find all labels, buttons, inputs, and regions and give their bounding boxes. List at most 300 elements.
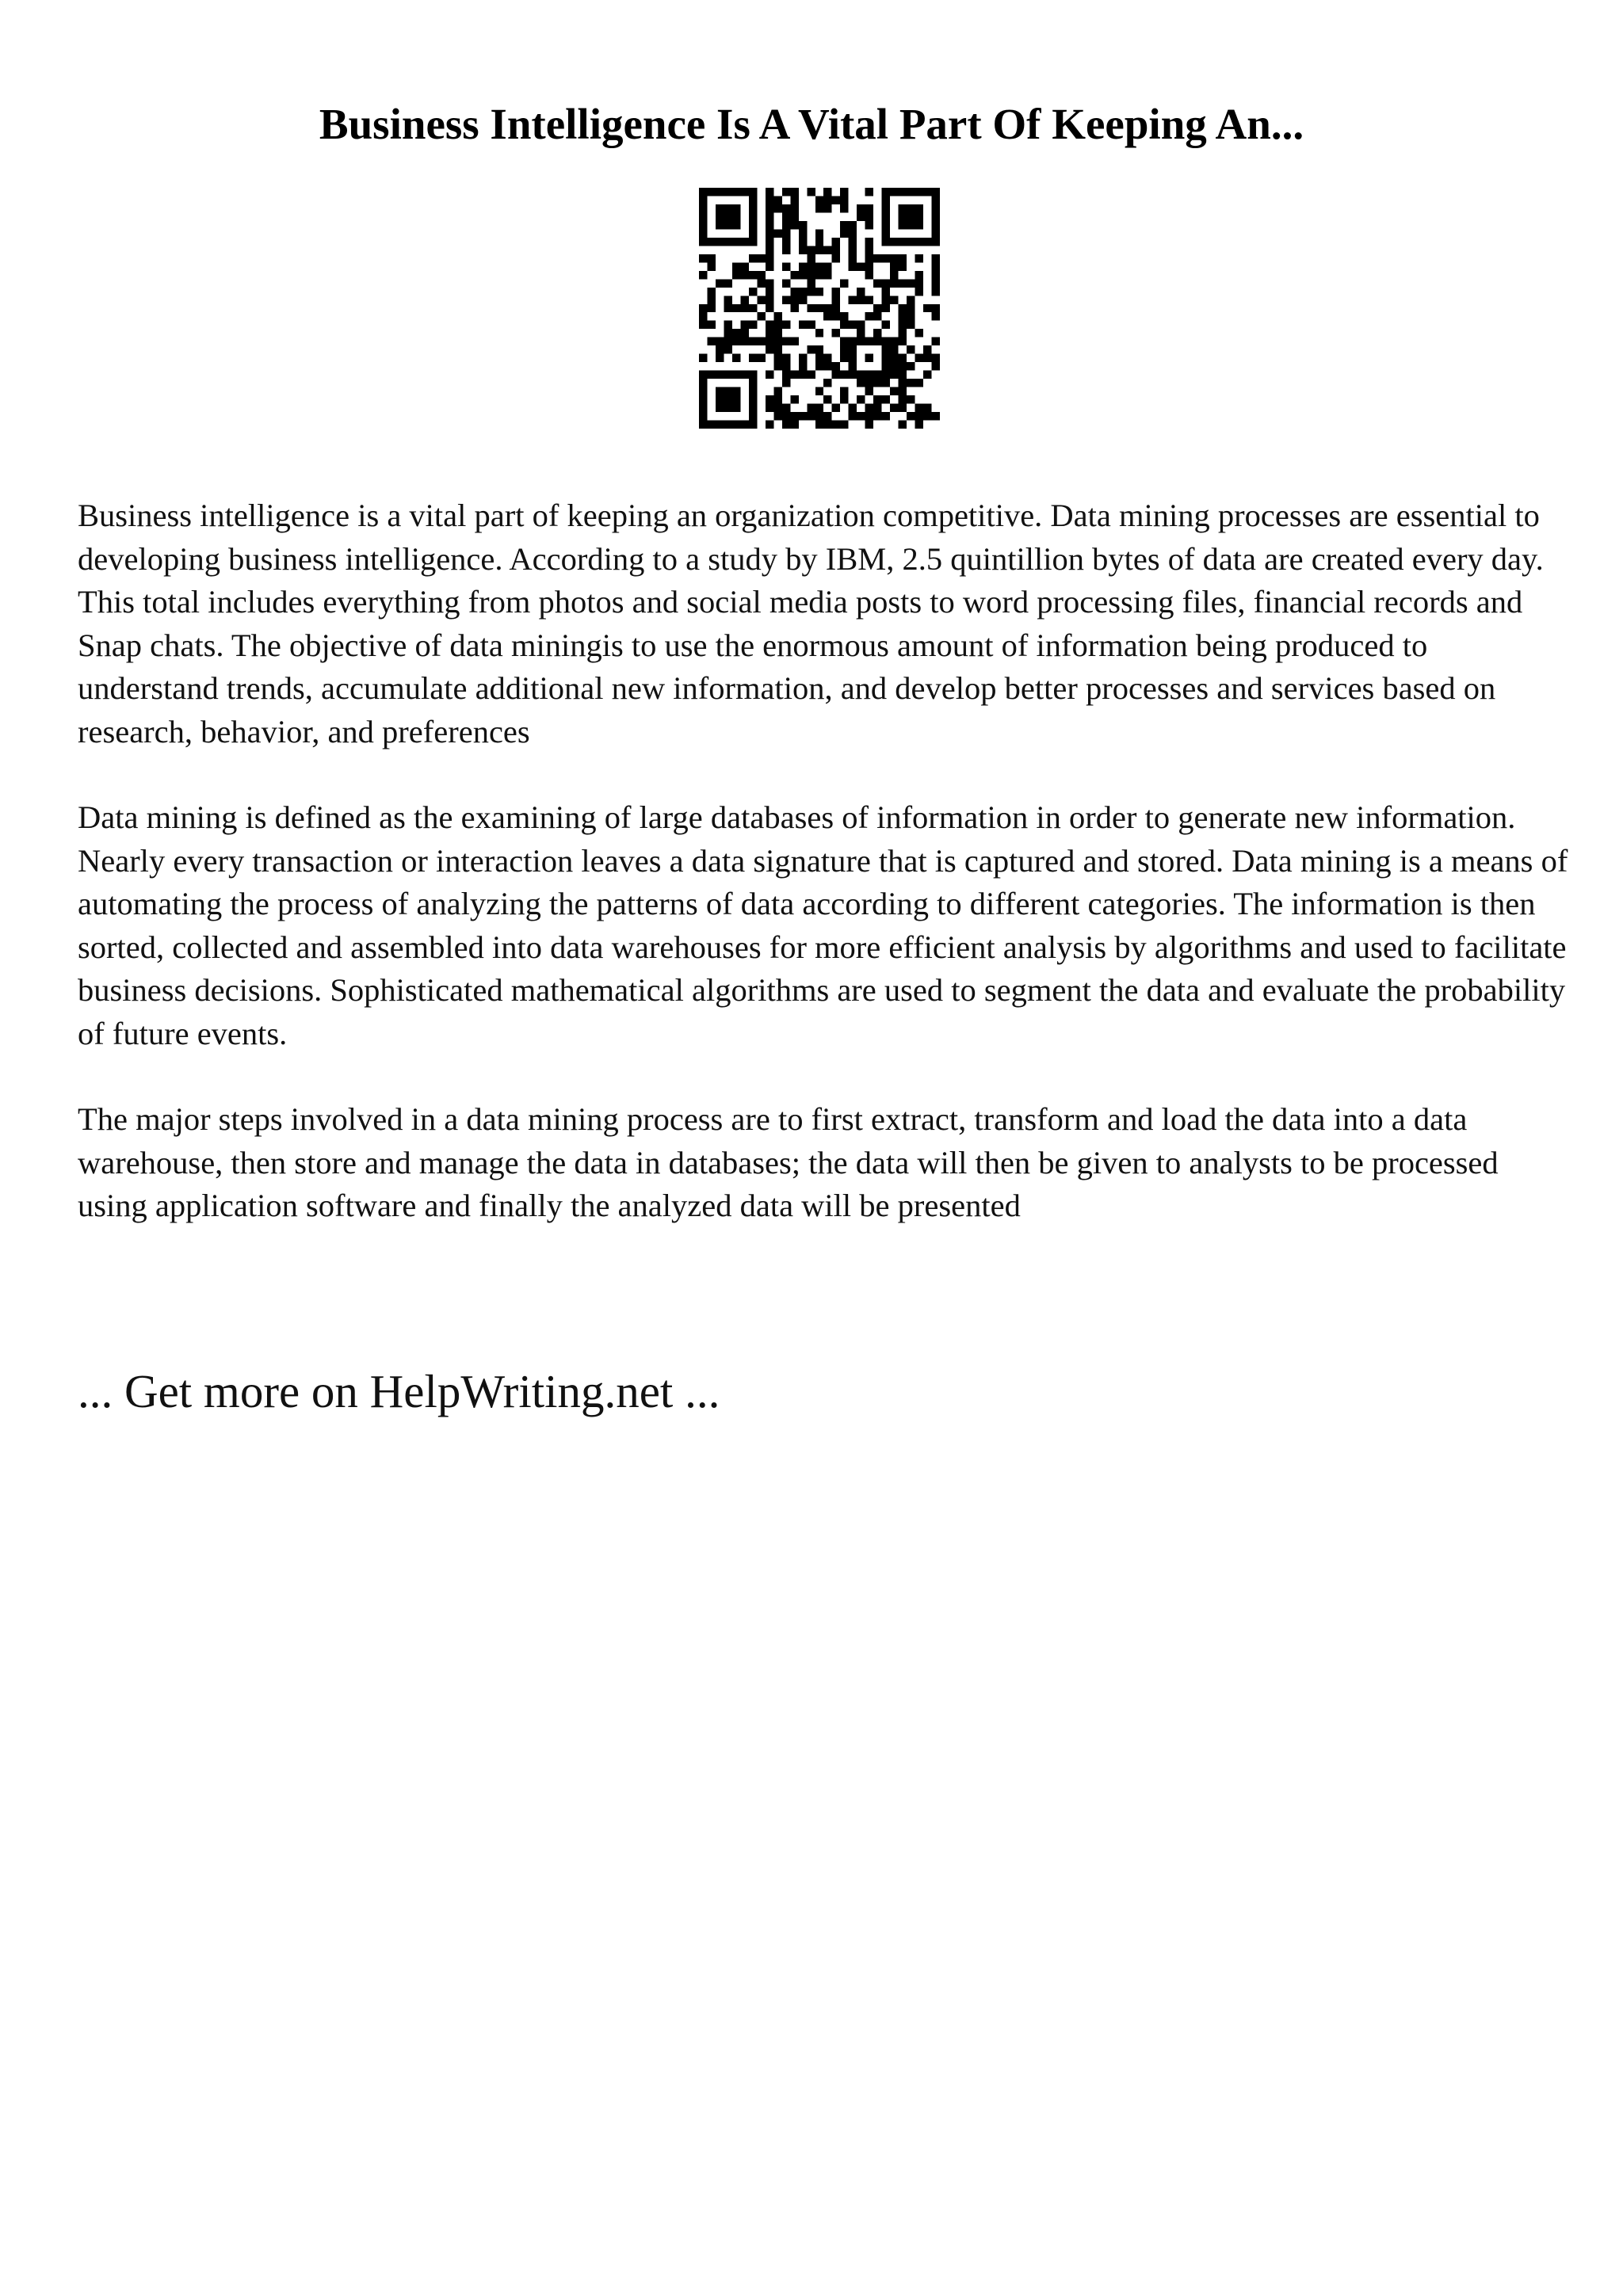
- qr-module: [932, 196, 940, 204]
- qr-module: [757, 312, 765, 320]
- qr-module: [890, 271, 898, 279]
- qr-module: [815, 246, 823, 254]
- qr-module: [882, 354, 890, 362]
- qr-module: [807, 345, 815, 353]
- qr-module: [882, 345, 890, 353]
- qr-module: [823, 312, 831, 320]
- qr-module: [790, 288, 798, 296]
- qr-module: [749, 321, 757, 329]
- qr-module: [865, 204, 873, 212]
- qr-module: [749, 238, 757, 246]
- qr-module: [732, 204, 740, 212]
- qr-module: [740, 188, 748, 196]
- qr-module: [749, 387, 757, 395]
- qr-module: [815, 354, 823, 362]
- qr-module: [716, 404, 724, 412]
- qr-module: [707, 188, 715, 196]
- qr-module: [932, 338, 940, 345]
- qr-module: [882, 221, 890, 229]
- qr-module: [915, 404, 923, 412]
- qr-module: [890, 362, 898, 370]
- qr-module: [766, 321, 773, 329]
- qr-module: [740, 296, 748, 303]
- qr-module: [699, 412, 707, 420]
- qr-module: [857, 262, 865, 270]
- qr-module: [815, 412, 823, 420]
- qr-module: [899, 212, 907, 220]
- qr-module: [724, 404, 731, 412]
- qr-module: [873, 329, 881, 337]
- qr-module: [832, 304, 840, 312]
- qr-module: [907, 379, 915, 387]
- qr-module: [815, 345, 823, 353]
- qr-module: [707, 371, 715, 379]
- qr-module: [749, 412, 757, 420]
- qr-module: [823, 188, 831, 196]
- qr-module: [915, 421, 923, 429]
- qr-module: [699, 379, 707, 387]
- qr-module: [724, 188, 731, 196]
- qr-module: [915, 354, 923, 362]
- qr-module: [740, 262, 748, 270]
- qr-module: [724, 387, 731, 395]
- qr-module: [857, 412, 865, 420]
- qr-module: [932, 279, 940, 287]
- qr-module: [766, 221, 773, 229]
- qr-module: [865, 412, 873, 420]
- qr-module: [849, 354, 857, 362]
- qr-module: [749, 196, 757, 204]
- qr-module: [890, 404, 898, 412]
- qr-module: [790, 304, 798, 312]
- qr-module: [865, 212, 873, 220]
- qr-module: [773, 312, 781, 320]
- qr-module: [882, 412, 890, 420]
- qr-module: [932, 221, 940, 229]
- qr-module: [749, 379, 757, 387]
- qr-module: [915, 279, 923, 287]
- qr-module: [899, 304, 907, 312]
- qr-module: [840, 221, 848, 229]
- qr-module: [857, 296, 865, 303]
- qr-module: [823, 362, 831, 370]
- qr-module: [807, 271, 815, 279]
- qr-module: [732, 238, 740, 246]
- qr-module: [840, 345, 848, 353]
- qr-module: [882, 212, 890, 220]
- qr-module: [766, 288, 773, 296]
- qr-module: [882, 196, 890, 204]
- qr-module: [849, 229, 857, 237]
- qr-module: [873, 254, 881, 262]
- qr-module: [840, 338, 848, 345]
- qr-module: [865, 246, 873, 254]
- qr-module: [915, 379, 923, 387]
- qr-module: [865, 254, 873, 262]
- qr-module: [716, 279, 724, 287]
- qr-module: [766, 196, 773, 204]
- qr-module: [707, 262, 715, 270]
- qr-module: [749, 371, 757, 379]
- qr-module: [766, 229, 773, 237]
- qr-module: [849, 238, 857, 246]
- qr-module: [699, 304, 707, 312]
- qr-module: [757, 271, 765, 279]
- qr-module: [865, 379, 873, 387]
- qr-module: [815, 238, 823, 246]
- qr-module: [899, 238, 907, 246]
- qr-module: [699, 421, 707, 429]
- qr-module: [815, 421, 823, 429]
- qr-module: [699, 321, 707, 329]
- qr-module: [932, 204, 940, 212]
- qr-module: [882, 304, 890, 312]
- qr-module: [907, 212, 915, 220]
- qr-module: [865, 371, 873, 379]
- qr-module: [849, 221, 857, 229]
- qr-module: [782, 221, 790, 229]
- qr-module: [932, 412, 940, 420]
- qr-module: [740, 238, 748, 246]
- qr-module: [716, 221, 724, 229]
- qr-module: [840, 204, 848, 212]
- qr-module: [907, 412, 915, 420]
- qr-module: [766, 254, 773, 262]
- qr-module: [882, 204, 890, 212]
- qr-module: [832, 246, 840, 254]
- qr-module: [849, 362, 857, 370]
- qr-module: [865, 296, 873, 303]
- qr-module: [790, 196, 798, 204]
- article-body: [78, 494, 1575, 1271]
- qr-module: [740, 321, 748, 329]
- qr-module: [832, 238, 840, 246]
- qr-module: [773, 338, 781, 345]
- qr-module: [907, 395, 915, 403]
- qr-module: [699, 271, 707, 279]
- qr-module: [799, 288, 807, 296]
- qr-module: [840, 371, 848, 379]
- qr-module: [766, 329, 773, 337]
- qr-module: [832, 421, 840, 429]
- qr-module: [899, 362, 907, 370]
- qr-module: [782, 404, 790, 412]
- qr-module: [766, 296, 773, 303]
- qr-module: [732, 338, 740, 345]
- qr-module: [915, 188, 923, 196]
- qr-module: [907, 362, 915, 370]
- qr-module: [740, 371, 748, 379]
- qr-module: [740, 329, 748, 337]
- qr-module: [865, 188, 873, 196]
- qr-module: [932, 238, 940, 246]
- qr-module: [873, 304, 881, 312]
- qr-module: [773, 321, 781, 329]
- qr-module: [807, 254, 815, 262]
- qr-module: [857, 321, 865, 329]
- qr-module: [857, 379, 865, 387]
- qr-module: [749, 404, 757, 412]
- qr-module: [840, 421, 848, 429]
- qr-module: [857, 395, 865, 403]
- qr-module: [782, 321, 790, 329]
- qr-module: [899, 387, 907, 395]
- qr-module: [766, 188, 773, 196]
- qr-module: [807, 321, 815, 329]
- qr-module: [832, 288, 840, 296]
- qr-module: [932, 254, 940, 262]
- qr-module: [766, 262, 773, 270]
- qr-module: [782, 188, 790, 196]
- qr-module: [699, 229, 707, 237]
- qr-module: [807, 371, 815, 379]
- qr-module: [716, 188, 724, 196]
- qr-module: [815, 288, 823, 296]
- qr-module: [849, 371, 857, 379]
- qr-module: [915, 288, 923, 296]
- qr-module: [699, 371, 707, 379]
- qr-module: [932, 262, 940, 270]
- qr-module: [790, 421, 798, 429]
- qr-module: [882, 229, 890, 237]
- qr-module: [766, 304, 773, 312]
- qr-module: [749, 204, 757, 212]
- qr-module: [773, 395, 781, 403]
- qr-module: [782, 238, 790, 246]
- qr-module: [766, 338, 773, 345]
- qr-module: [749, 304, 757, 312]
- qr-module: [882, 254, 890, 262]
- qr-module: [799, 362, 807, 370]
- qr-module: [815, 196, 823, 204]
- qr-module: [732, 371, 740, 379]
- qr-module: [807, 412, 815, 420]
- qr-module: [799, 246, 807, 254]
- qr-module: [699, 395, 707, 403]
- paragraph-intro: Business intelligence is a vital part of keeping an organization competitive. Data mining processes are essential to developing business intelligence. According to a study by IBM, 2.5 quintillion bytes of data are created every day. This total includes everything from photos and social media posts to word processing files, financial records and Snap chats. The objective of data miningis to use the enormous amount of information being produced to understand trends, accumulate additional new information, and develop better processes and services based on research, behavior, and preferences: [78, 498, 1544, 749]
- qr-module: [823, 271, 831, 279]
- qr-module: [923, 188, 931, 196]
- qr-module: [699, 204, 707, 212]
- qr-module: [932, 288, 940, 296]
- qr-module: [724, 421, 731, 429]
- qr-module: [732, 329, 740, 337]
- qr-module: [840, 279, 848, 287]
- qr-module: [749, 254, 757, 262]
- qr-module: [873, 412, 881, 420]
- qr-module: [724, 304, 731, 312]
- qr-module: [790, 204, 798, 212]
- qr-module: [882, 238, 890, 246]
- qr-module: [832, 296, 840, 303]
- qr-module: [907, 238, 915, 246]
- qr-module: [865, 312, 873, 320]
- qr-module: [932, 229, 940, 237]
- qr-module: [773, 229, 781, 237]
- qr-module: [782, 204, 790, 212]
- qr-module: [707, 338, 715, 345]
- qr-module: [732, 188, 740, 196]
- qr-module: [915, 254, 923, 262]
- qr-module: [823, 304, 831, 312]
- qr-module: [882, 371, 890, 379]
- qr-module: [782, 279, 790, 287]
- qr-module: [773, 345, 781, 353]
- qr-module: [732, 421, 740, 429]
- qr-module: [766, 204, 773, 212]
- qr-module: [932, 271, 940, 279]
- qr-module: [865, 262, 873, 270]
- qr-module: [899, 395, 907, 403]
- qr-module: [890, 354, 898, 362]
- qr-module: [882, 296, 890, 303]
- qr-module: [799, 296, 807, 303]
- qr-module: [766, 345, 773, 353]
- qr-module: [807, 404, 815, 412]
- qr-module: [732, 212, 740, 220]
- qr-module: [707, 296, 715, 303]
- qr-module: [799, 238, 807, 246]
- qr-module: [899, 354, 907, 362]
- qr-module: [773, 354, 781, 362]
- qr-module: [832, 329, 840, 337]
- qr-module: [699, 238, 707, 246]
- qr-module: [840, 229, 848, 237]
- qr-module: [865, 404, 873, 412]
- qr-module: [757, 279, 765, 287]
- qr-module: [890, 387, 898, 395]
- qr-module: [899, 262, 907, 270]
- qr-module: [890, 338, 898, 345]
- qr-module: [932, 212, 940, 220]
- qr-module: [865, 271, 873, 279]
- qr-module: [807, 288, 815, 296]
- qr-module: [832, 362, 840, 370]
- qr-module: [849, 296, 857, 303]
- qr-module: [915, 271, 923, 279]
- qr-module: [907, 304, 915, 312]
- qr-module: [899, 188, 907, 196]
- qr-module: [707, 304, 715, 312]
- qr-module: [757, 354, 765, 362]
- qr-module: [740, 271, 748, 279]
- qr-module: [923, 345, 931, 353]
- qr-module: [740, 304, 748, 312]
- qr-module: [724, 321, 731, 329]
- qr-module: [724, 371, 731, 379]
- qr-code-icon: [699, 188, 940, 429]
- qr-module: [890, 238, 898, 246]
- qr-module: [907, 345, 915, 353]
- qr-module: [849, 404, 857, 412]
- qr-module: [766, 238, 773, 246]
- qr-module: [732, 271, 740, 279]
- qr-module: [749, 221, 757, 229]
- qr-module: [773, 329, 781, 337]
- qr-module: [815, 362, 823, 370]
- qr-module: [749, 271, 757, 279]
- qr-module: [840, 321, 848, 329]
- qr-module: [873, 379, 881, 387]
- qr-module: [716, 345, 724, 353]
- qr-module: [716, 212, 724, 220]
- qr-module: [773, 387, 781, 395]
- qr-module: [899, 312, 907, 320]
- qr-module: [699, 188, 707, 196]
- qr-module: [923, 304, 931, 312]
- qr-module: [799, 371, 807, 379]
- qr-module: [782, 212, 790, 220]
- qr-module: [716, 395, 724, 403]
- qr-module: [923, 238, 931, 246]
- qr-module: [882, 288, 890, 296]
- qr-module: [782, 246, 790, 254]
- qr-module: [857, 338, 865, 345]
- qr-module: [899, 279, 907, 287]
- qr-module: [773, 362, 781, 370]
- qr-module: [840, 395, 848, 403]
- qr-module: [849, 321, 857, 329]
- qr-module: [732, 354, 740, 362]
- qr-module: [882, 395, 890, 403]
- document-title: Business Intelligence Is A Vital Part Of Keeping An...: [319, 100, 1304, 148]
- qr-module: [773, 404, 781, 412]
- qr-module: [923, 412, 931, 420]
- qr-module: [899, 204, 907, 212]
- qr-module: [890, 279, 898, 287]
- qr-module: [815, 229, 823, 237]
- qr-module: [899, 404, 907, 412]
- qr-module: [907, 279, 915, 287]
- qr-module: [707, 421, 715, 429]
- qr-module: [716, 238, 724, 246]
- qr-module: [915, 212, 923, 220]
- qr-module: [823, 354, 831, 362]
- qr-module: [724, 395, 731, 403]
- qr-module: [773, 204, 781, 212]
- qr-module: [799, 221, 807, 229]
- qr-module: [899, 421, 907, 429]
- qr-module: [832, 312, 840, 320]
- qr-module: [923, 371, 931, 379]
- qr-module: [699, 312, 707, 320]
- qr-module: [732, 387, 740, 395]
- qr-module: [790, 338, 798, 345]
- qr-module: [732, 221, 740, 229]
- qr-module: [899, 338, 907, 345]
- qr-module: [873, 371, 881, 379]
- qr-module: [882, 188, 890, 196]
- qr-module: [890, 254, 898, 262]
- qr-module: [782, 229, 790, 237]
- get-more-link[interactable]: ... Get more on HelpWriting.net ...: [78, 1365, 720, 1417]
- qr-module: [899, 371, 907, 379]
- qr-module: [749, 421, 757, 429]
- qr-module: [882, 362, 890, 370]
- qr-module: [857, 288, 865, 296]
- qr-module: [782, 379, 790, 387]
- qr-module: [707, 238, 715, 246]
- qr-module: [932, 354, 940, 362]
- qr-module: [823, 379, 831, 387]
- qr-module: [716, 387, 724, 395]
- qr-module: [807, 279, 815, 287]
- qr-module: [823, 262, 831, 270]
- qr-module: [716, 338, 724, 345]
- qr-module: [840, 196, 848, 204]
- qr-module: [815, 271, 823, 279]
- qr-module: [773, 412, 781, 420]
